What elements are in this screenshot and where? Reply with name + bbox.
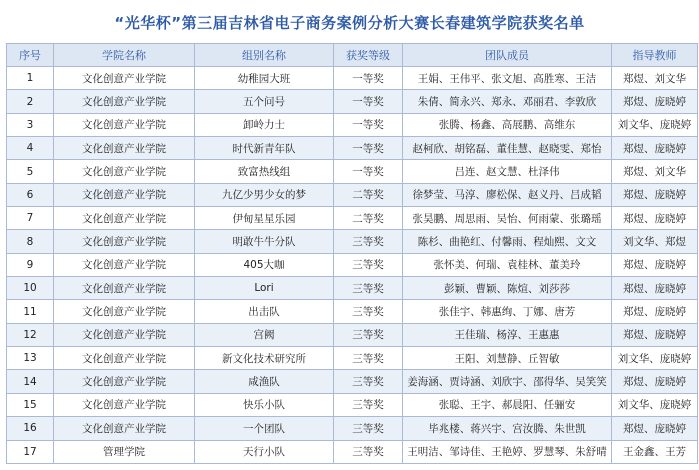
cell-school: 管理学院 [54, 440, 195, 464]
table-row [7, 90, 698, 113]
header-members: 团队成员 [403, 44, 612, 67]
cell-group: 九亿少男少女的梦 [195, 183, 334, 206]
table-body [7, 67, 698, 464]
cell-award: 一等奖 [334, 113, 403, 136]
cell-teacher: 郑煜、庞晓婷 [612, 277, 698, 300]
cell-no: 17 [7, 440, 54, 464]
table-row [7, 277, 698, 300]
table-row [7, 137, 698, 160]
cell-teacher: 郑煜、庞晓婷 [612, 370, 698, 393]
cell-school: 文化创意产业学院 [54, 67, 195, 90]
cell-award: 三等奖 [334, 277, 403, 300]
header-group: 组别名称 [195, 44, 334, 67]
table-row [7, 417, 698, 440]
cell-award: 一等奖 [334, 137, 403, 160]
cell-members: 徐梦莹、马淳、廖松保、赵义丹、吕成韬 [403, 183, 612, 206]
cell-school: 文化创意产业学院 [54, 347, 195, 370]
cell-award: 三等奖 [334, 440, 403, 464]
cell-members: 毕兆楼、蒋兴宇、宫汝腾、朱世凯 [403, 417, 612, 440]
cell-school: 文化创意产业学院 [54, 417, 195, 440]
cell-school: 文化创意产业学院 [54, 207, 195, 230]
cell-award: 一等奖 [334, 67, 403, 90]
cell-members: 姜海涵、贾诗涵、刘欣宇、邵得华、吴笑笑 [403, 370, 612, 393]
cell-members: 张昊鹏、周思雨、吴怡、何雨蒙、张璐瑶 [403, 207, 612, 230]
cell-teacher: 郑煜、庞晓婷 [612, 417, 698, 440]
header-school: 学院名称 [54, 44, 195, 67]
cell-group: 幼稚园大班 [195, 67, 334, 90]
cell-teacher: 郑煜、刘文华 [612, 160, 698, 183]
table-row [7, 253, 698, 276]
cell-teacher: 郑煜、庞晓婷 [612, 90, 698, 113]
cell-members: 赵柯欣、胡铭磊、董佳慧、赵晓雯、郑怡 [403, 137, 612, 160]
table-row [7, 347, 698, 370]
cell-group: 卸岭力士 [195, 113, 334, 136]
cell-school: 文化创意产业学院 [54, 277, 195, 300]
table-row [7, 300, 698, 323]
cell-school: 文化创意产业学院 [54, 393, 195, 416]
cell-group: 咸渔队 [195, 370, 334, 393]
cell-members: 张腾、杨鑫、高展鹏、高维东 [403, 113, 612, 136]
header-no: 序号 [7, 44, 54, 67]
cell-award: 三等奖 [334, 323, 403, 346]
cell-members: 朱倩、简永兴、郑永、邓丽君、李敦欣 [403, 90, 612, 113]
table-row [7, 323, 698, 346]
table-row [7, 113, 698, 136]
cell-no: 14 [7, 370, 54, 393]
cell-no: 2 [7, 90, 54, 113]
cell-no: 13 [7, 347, 54, 370]
cell-school: 文化创意产业学院 [54, 253, 195, 276]
cell-group: 时代新青年队 [195, 137, 334, 160]
award-table [6, 43, 698, 464]
cell-teacher: 郑煜、庞晓婷 [612, 323, 698, 346]
page-title: “光华杯”第三届吉林省电子商务案例分析大赛长春建筑学院获奖名单 [114, 14, 585, 32]
cell-no: 4 [7, 137, 54, 160]
cell-group: 出击队 [195, 300, 334, 323]
cell-teacher: 刘文华、庞晓婷 [612, 113, 698, 136]
cell-teacher: 王金鑫、王芳 [612, 440, 698, 464]
cell-group: 天行小队 [195, 440, 334, 464]
cell-award: 二等奖 [334, 207, 403, 230]
cell-no: 15 [7, 393, 54, 416]
cell-members: 王阳、刘慧静、丘智敏 [403, 347, 612, 370]
cell-members: 吕连、赵文慧、杜泽伟 [403, 160, 612, 183]
cell-members: 王佳瑞、杨淳、王惠惠 [403, 323, 612, 346]
cell-no: 7 [7, 207, 54, 230]
cell-award: 三等奖 [334, 230, 403, 253]
cell-group: Lori [195, 277, 334, 300]
cell-school: 文化创意产业学院 [54, 160, 195, 183]
cell-school: 文化创意产业学院 [54, 183, 195, 206]
cell-no: 5 [7, 160, 54, 183]
cell-award: 三等奖 [334, 300, 403, 323]
table-row [7, 230, 698, 253]
header-award: 获奖等级 [334, 44, 403, 67]
table-row [7, 67, 698, 90]
cell-members: 张聪、王宇、郝晨阳、任骊安 [403, 393, 612, 416]
cell-members: 王娟、王伟平、张文旭、高胜寒、王洁 [403, 67, 612, 90]
cell-award: 三等奖 [334, 347, 403, 370]
cell-group: 致富热线组 [195, 160, 334, 183]
cell-group: 明敢牛牛分队 [195, 230, 334, 253]
cell-teacher: 郑煜、庞晓婷 [612, 183, 698, 206]
cell-teacher: 刘文华、庞晓婷 [612, 347, 698, 370]
header-row [7, 44, 698, 67]
cell-no: 3 [7, 113, 54, 136]
cell-school: 文化创意产业学院 [54, 323, 195, 346]
cell-group: 快乐小队 [195, 393, 334, 416]
cell-group: 一个团队 [195, 417, 334, 440]
cell-teacher: 郑煜、庞晓婷 [612, 300, 698, 323]
cell-no: 9 [7, 253, 54, 276]
cell-no: 11 [7, 300, 54, 323]
table-row [7, 440, 698, 464]
cell-award: 一等奖 [334, 90, 403, 113]
cell-no: 1 [7, 67, 54, 90]
cell-members: 彭颖、曹颖、陈煊、刘莎莎 [403, 277, 612, 300]
cell-award: 三等奖 [334, 393, 403, 416]
table-header [7, 44, 698, 67]
cell-no: 12 [7, 323, 54, 346]
cell-members: 张佳宇、韩惠绚、丁娜、唐芳 [403, 300, 612, 323]
cell-school: 文化创意产业学院 [54, 370, 195, 393]
cell-group: 伊甸星星乐园 [195, 207, 334, 230]
cell-school: 文化创意产业学院 [54, 137, 195, 160]
cell-teacher: 郑煜、庞晓婷 [612, 207, 698, 230]
cell-teacher: 郑煜、刘文华 [612, 67, 698, 90]
cell-teacher: 郑煜、庞晓婷 [612, 253, 698, 276]
cell-group: 新文化技术研究所 [195, 347, 334, 370]
header-teacher: 指导教师 [612, 44, 698, 67]
cell-no: 16 [7, 417, 54, 440]
cell-teacher: 刘文华、郑煜 [612, 230, 698, 253]
table-row [7, 370, 698, 393]
cell-members: 陈杉、曲艳红、付馨雨、程灿熙、文文 [403, 230, 612, 253]
cell-group: 405大咖 [195, 253, 334, 276]
table-row [7, 393, 698, 416]
cell-award: 一等奖 [334, 160, 403, 183]
cell-award: 三等奖 [334, 370, 403, 393]
cell-no: 10 [7, 277, 54, 300]
cell-members: 张怀美、何瑞、袁桂林、董美玲 [403, 253, 612, 276]
table-row [7, 160, 698, 183]
cell-school: 文化创意产业学院 [54, 90, 195, 113]
cell-award: 二等奖 [334, 183, 403, 206]
cell-no: 8 [7, 230, 54, 253]
cell-award: 三等奖 [334, 417, 403, 440]
cell-school: 文化创意产业学院 [54, 113, 195, 136]
cell-school: 文化创意产业学院 [54, 300, 195, 323]
table-row [7, 183, 698, 206]
cell-teacher: 刘文华、庞晓婷 [612, 393, 698, 416]
cell-group: 五个问号 [195, 90, 334, 113]
cell-no: 6 [7, 183, 54, 206]
cell-school: 文化创意产业学院 [54, 230, 195, 253]
cell-members: 王明洁、邹诗佳、王艳婷、罗慧琴、朱舒晴 [403, 440, 612, 464]
cell-group: 宫阙 [195, 323, 334, 346]
cell-award: 三等奖 [334, 253, 403, 276]
table-row [7, 207, 698, 230]
cell-teacher: 郑煜、庞晓婷 [612, 137, 698, 160]
